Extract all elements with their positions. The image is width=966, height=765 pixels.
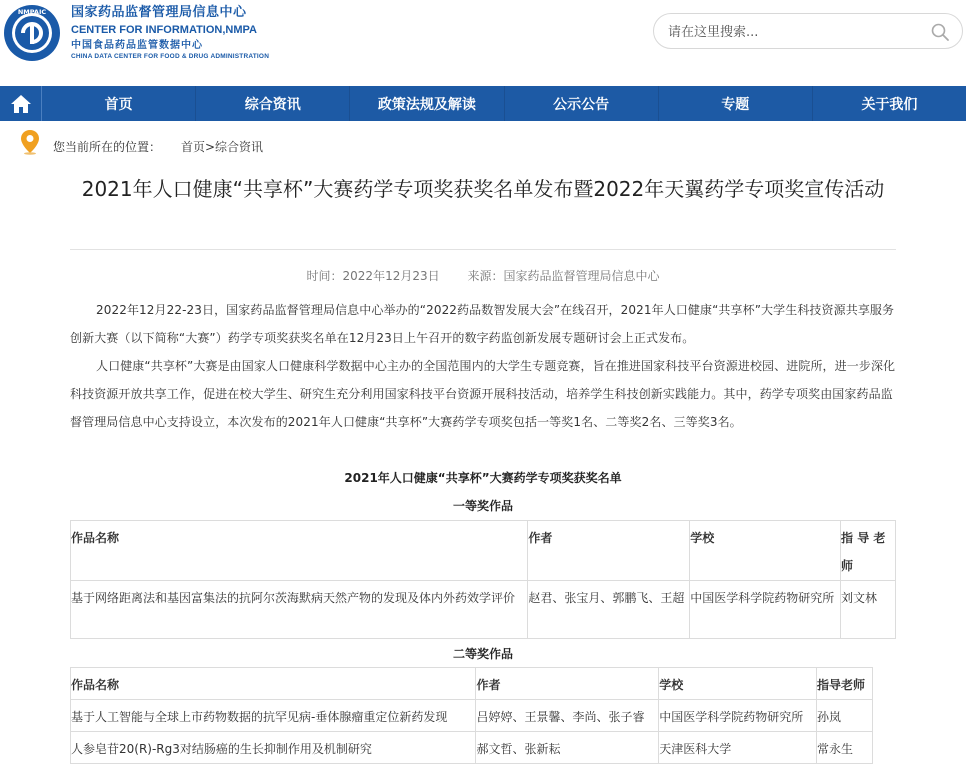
table-header-cell: 作者 [476,668,659,700]
table-header-cell: 作品名称 [71,668,476,700]
table-header-cell: 指 导 老 师 [841,521,896,581]
table-header-cell: 作者 [528,521,690,581]
table-header-row [71,521,896,581]
table-cell: 人参皂苷20(R)-Rg3对结肠癌的生长抑制作用及机制研究 [71,732,476,764]
nmpaic-logo-icon[interactable] [3,4,61,62]
nav-item-topics[interactable]: 专题 [659,86,813,121]
article [0,171,966,765]
table-cell: 中国医学科学院药物研究所 [659,700,817,732]
location-pin-icon [20,129,40,155]
article-paragraph-2: 人口健康“共享杯”大赛是由国家人口健康科学数据中心主办的全国范围内的大学生专题竞赛，旨在推进国家科技平台资源进校园、进院所，进一步深化科技资源开放共享工作，促进在校大学生、研究生充分利用国家科技平台资源开展科技活动，培养学生科技创新实践能力。其中，药学专项奖由国家药品监督管理局信息中心支持设立，本次发布的2021年人口健康“共享杯”大赛药学专项奖包括一等奖1名、二等奖2名、三等奖3名。 [70,359,896,429]
first-prize-table [70,520,896,639]
site-header [0,0,966,86]
logo-en-title: CENTER FOR INFORMATION,NMPA [71,24,257,36]
nav-item-notices[interactable]: 公示公告 [505,86,659,121]
breadcrumb[interactable]: 首页>综合资讯 [181,140,264,154]
logo-text-block [71,5,269,61]
table-cell: 赵君、张宝月、郭鹏飞、王超 [528,581,690,639]
table-header-cell: 学校 [659,668,817,700]
title-divider [70,249,896,250]
table-cell: 刘文林 [841,581,896,639]
table-cell: 天津医科大学 [659,732,817,764]
search-box[interactable] [653,13,963,49]
award-list-title: 2021年人口健康“共享杯”大赛药学专项奖获奖名单 [344,471,622,485]
table-cell: 郝文哲、张新耘 [476,732,659,764]
nav-item-home[interactable]: 首页 [42,86,196,121]
table-cell: 基于人工智能与全球上市药物数据的抗罕见病-垂体腺瘤重定位新药发现 [71,700,476,732]
table-cell: 基于网络距离法和基因富集法的抗阿尔茨海默病天然产物的发现及体内外药效学评价 [71,581,528,639]
location-bar [0,121,966,171]
nav-item-about[interactable]: 关于我们 [861,96,918,113]
home-icon [10,94,32,114]
search-input[interactable] [668,22,918,42]
article-source: 来源：国家药品监督管理局信息中心 [467,269,660,283]
location-label: 您当前所在的位置： [53,140,162,154]
main-nav [0,86,966,121]
second-prize-title: 二等奖作品 [452,647,513,661]
svg-text:NMPAIC: NMPAIC [17,8,47,16]
table-header-cell: 作品名称 [71,521,528,581]
table-row [71,732,873,764]
table-row [71,700,873,732]
nav-home-button[interactable] [0,86,42,121]
logo-cn-title: 国家药品监督管理局信息中心 [71,5,247,20]
search-icon[interactable] [930,22,950,42]
table-header-cell: 指导老师 [817,668,873,700]
logo-cn-subtitle: 中国食品药品监管数据中心 [71,40,203,51]
article-time: 时间：2022年12月23日 [306,269,440,283]
article-paragraph-1: 2022年12月22-23日，国家药品监督管理局信息中心举办的“2022药品数智发展大会”在线召开，2021年人口健康“共享杯”大学生科技资源共享服务创新大赛（以下简称“大赛”）药学专项奖获奖名单在12月23日上午召开的数字药监创新发展专题研讨会上正式发布。 [70,303,895,345]
table-cell: 孙岚 [817,700,873,732]
second-prize-table [70,667,873,764]
table-header-row [71,668,873,700]
table-row [71,581,896,639]
nav-item-policy[interactable]: 政策法规及解读 [350,86,504,121]
logo-en-subtitle: CHINA DATA CENTER FOR FOOD & DRUG ADMINISTRATION [71,53,270,60]
table-cell: 吕婷婷、王景馨、李尚、张子睿 [476,700,659,732]
article-title: 2021年人口健康“共享杯”大赛药学专项奖获奖名单发布暨2022年天翼药学专项奖宣传活动 [81,177,885,201]
table-cell: 常永生 [817,732,873,764]
table-cell: 中国医学科学院药物研究所 [690,581,841,639]
article-meta [0,267,966,284]
first-prize-title: 一等奖作品 [452,499,513,513]
nav-item-news[interactable]: 综合资讯 [196,86,350,121]
table-header-cell: 学校 [690,521,841,581]
